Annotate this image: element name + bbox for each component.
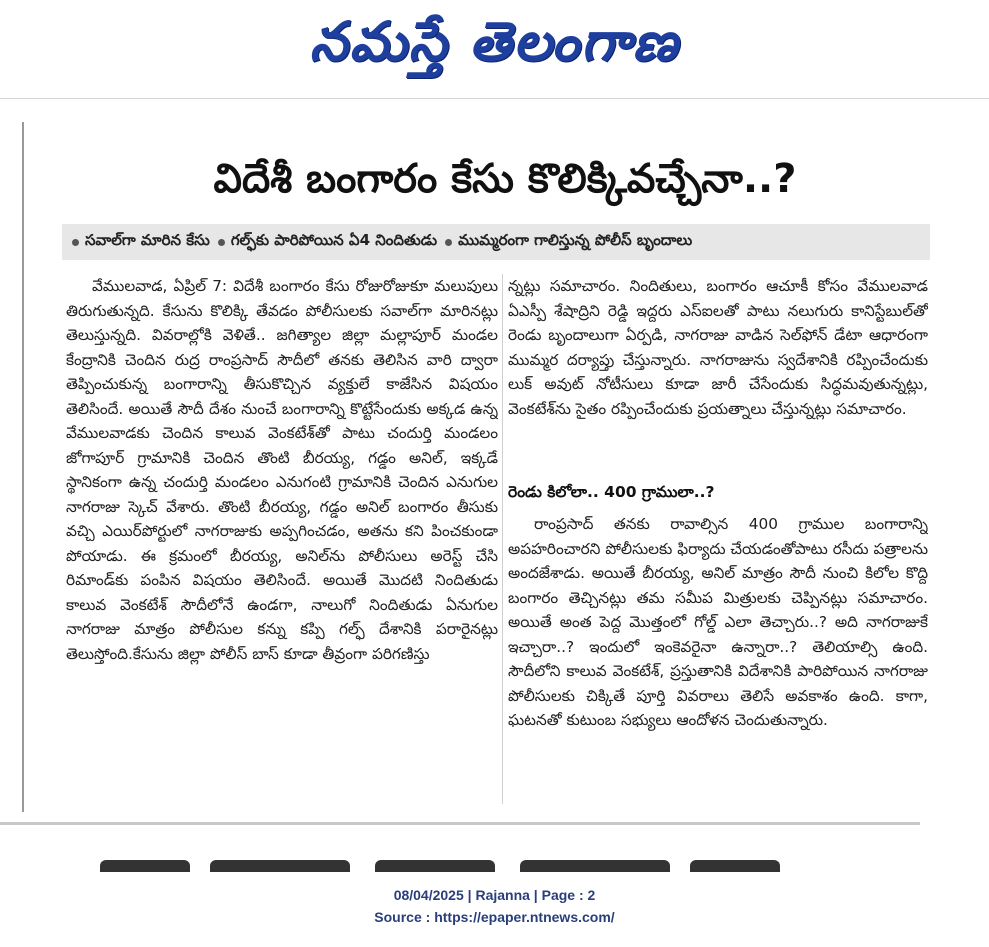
footer-source-line: Source : https://epaper.ntnews.com/ <box>374 909 615 925</box>
subhead-text: ముమ్మరంగా గాలిస్తున్న పోలీస్‌ బృందాలు <box>458 231 693 249</box>
subhead-item <box>72 231 210 253</box>
bullet-icon <box>445 239 452 246</box>
article-body-right-column-continued <box>508 512 928 804</box>
subhead-bar <box>62 224 930 260</box>
bullet-icon <box>218 239 225 246</box>
article-body-right-column <box>508 274 928 464</box>
newspaper-title: నమస్తే తెలంగాణ <box>309 9 680 73</box>
footer-edition-line: 08/04/2025 | Rajanna | Page : 2 <box>393 887 596 903</box>
subhead-text: సవాల్‌గా మారిన కేసు <box>85 231 210 249</box>
news-article <box>22 122 930 812</box>
article-headline: విదేశీ బంగారం కేసు కొలిక్కివచ్చేనా..? <box>213 156 797 202</box>
article-left-rule <box>22 122 24 812</box>
body-paragraph: వేములవాడ, ఏప్రిల్‌ 7: విదేశీ బంగారం కేసు రోజురోజుకూ మలుపులు తిరుగుతున్నది. కేసును కొలిక్కి తేవడం పోలీసులకు సవాల్‌గా మారినట్లు తెలుస్తున్నది. వివరాల్లోకి వెళితే.. జగిత్యాల జిల్లా మల్లాపూర్‌ మండల కేంద్రానికి చెందిన రుద్ర రాంప్రసాద్‌ సౌదీలో తనకు తెలిసిన వారి ద్వారా తెప్పించుకున్న బంగారాన్ని తీసుకొచ్చిన వ్యక్తులే కాజేసిన విషయం తెలిసిందే. అయితే సౌదీ దేశం నుంచే బంగారాన్ని కొట్టేసేందుకు అక్కడ ఉన్న వేములవాడకు చెందిన కాలువ వెంకటేశ్‌తో పాటు చందుర్తి మండలం జోగాపూర్‌ గ్రామానికి చెందిన తొంటి బీరయ్య, గడ్డం అనిల్‌, ఇక్కడే స్థానికంగా ఉన్న చందుర్తి మండలం ఎనుగంటి గ్రామానికి చెందిన ఎనుగుల నాగరాజు స్కెచ్‌ వేశారు. తొంటి బీరయ్య, గడ్డం అనిల్‌ బంగారం తీసుకు వచ్చి ఎయిర్‌పోర్టులో నాగరాజుకు అప్పగించడం, అతను కని పించకుండా పోయాడు. ఈ క్రమంలో బీరయ్య, అనిల్‌ను పోలీసులు అరెస్ట్‌ చేసి రిమాండ్‌కు పంపిన విషయం తెలిసిందే. అయితే మొదటి నిందితుడు కాలువ వెంకటేశ్‌ సౌదీలోనే ఉండగా, నాలుగో నిందితుడు ఏనుగుల నాగరాజు మాత్రం పోలీసుల కన్ను కప్పి గల్ఫ్‌ దేశానికి పరారైనట్లు తెలుస్తోంది.కేసును జిల్లా పోలీస్‌ బాస్‌ కూడా తీవ్రంగా పరిగణిస్తు <box>66 277 498 663</box>
article-body-left-column <box>66 274 498 814</box>
subhead-text: గల్ఫ్‌కు పారిపోయిన ఏ4 నిందితుడు <box>230 231 438 249</box>
article-subheading: రెండు కిలోలా.. 400 గ్రాములా..? <box>508 483 715 501</box>
page-footer <box>0 884 989 934</box>
bottom-divider <box>0 822 920 825</box>
column-divider <box>502 274 503 804</box>
top-divider <box>0 98 989 99</box>
body-paragraph: రాంప్రసాద్‌ తనకు రావాల్సిన 400 గ్రాముల బంగారాన్ని అపహరించారని పోలీసులకు ఫిర్యాదు చేయడంతోపాటు రసీదు పత్రాలను అందజేశాడు. అయితే బీరయ్య, అనిల్‌ మాత్రం సౌదీ నుంచి కిలోల కొద్ది బంగారం తెచ్చినట్లు తమ సమీప మిత్రులకు చెప్పినట్లు సమాచారం. అయితే అంత పెద్ద మొత్తంలో గోల్డ్‌ ఎలా తెచ్చారు..? అది నాగరాజుకే ఇచ్చారా..? ఇందులో ఇంకెవరైనా ఉన్నారా..? తెలియాల్సి ఉంది. సౌదీలోని కాలువ వెంకటేశ్‌, ప్రస్తుతానికి విదేశానికి పారిపోయిన నాగరాజు పోలీసులకు చిక్కితే పూర్తి వివరాలు తెలిసే అవకాశం ఉంది. కాగా, ఘటనతో కుటుంబ సభ్యులు ఆందోళన చెందుతున్నారు. <box>508 515 928 729</box>
cropped-next-headline <box>100 856 780 872</box>
bullet-icon <box>72 239 79 246</box>
body-paragraph: న్నట్లు సమాచారం. నిందితులు, బంగారం ఆచూకీ కోసం వేములవాడ ఏఎస్పీ శేషాద్రిని రెడ్డి ఇద్దరు ఎస్‌ఐలతో పాటు నలుగురు కానిస్టేబుల్‌తో రెండు బృందాలుగా ఏర్పడి, నాగరాజు వాడిన సెల్‌ఫోన్‌ డేటా ఆధారంగా ముమ్మర దర్యాప్తు చేస్తున్నారు. నాగరాజును స్వదేశానికి రప్పించేందుకు లుక్‌ అవుట్‌ నోటీసులు కూడా జారీ చేసేందుకు సిద్ధమవుతున్నట్లు, వెంకటేశ్‌ను సైతం రప్పించేందుకు ప్రయత్నాలు చేస్తున్నట్లు సమాచారం. <box>508 277 928 418</box>
masthead <box>0 0 989 82</box>
subhead-item <box>445 231 692 253</box>
subhead-item <box>218 231 437 253</box>
